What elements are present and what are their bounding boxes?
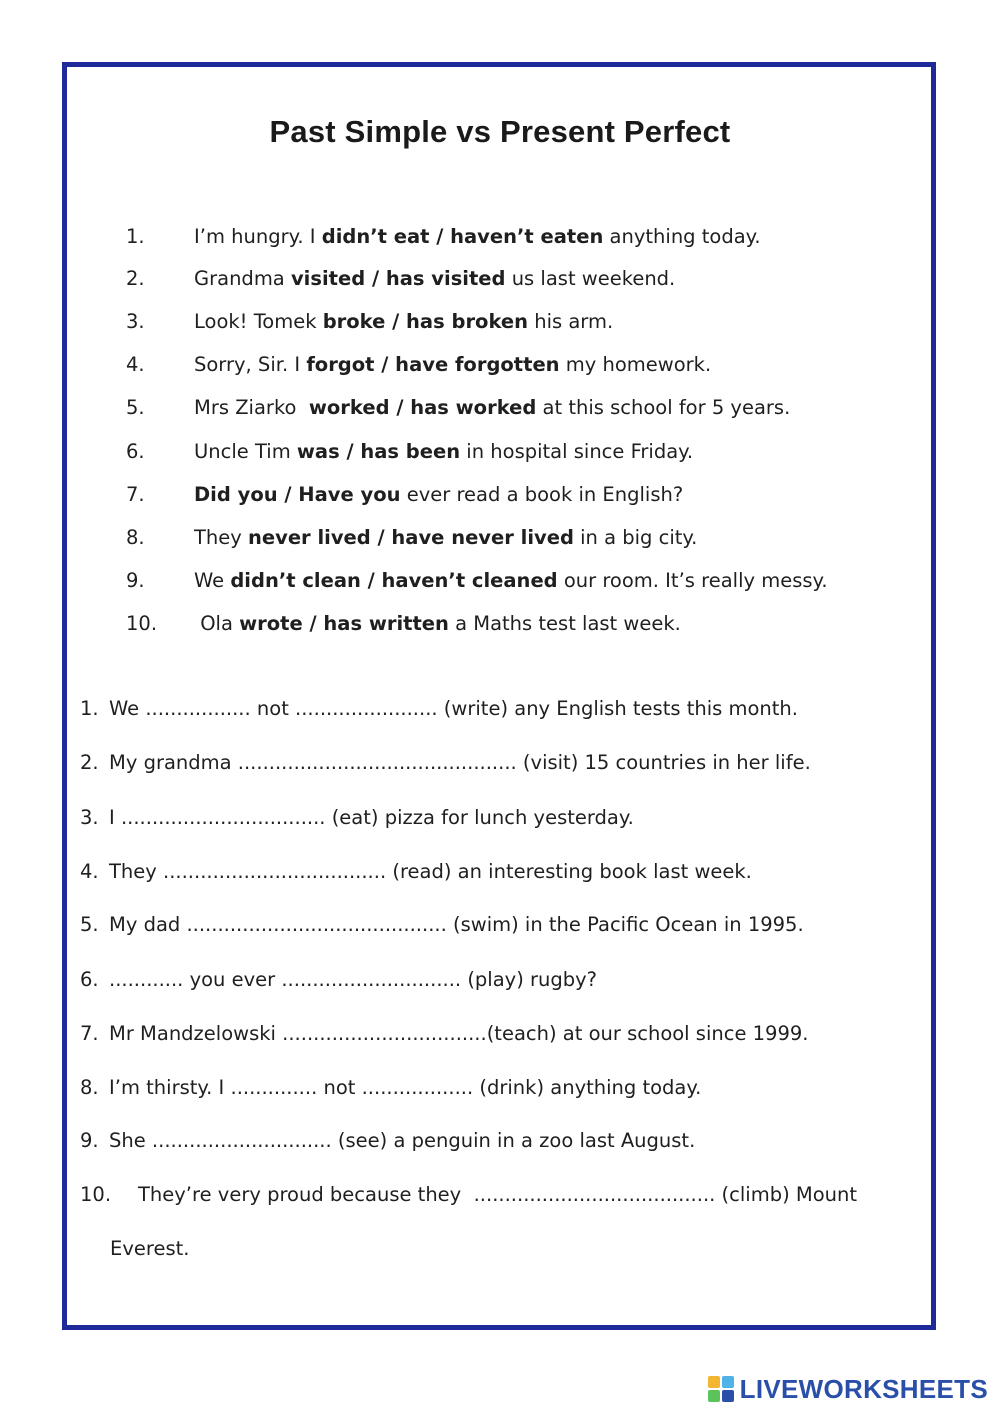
answer-choices[interactable]: wrote / has written	[239, 612, 449, 635]
item-number: 4.	[126, 353, 145, 376]
sentence-text: Mrs Ziarko	[194, 396, 309, 419]
sentence	[194, 222, 761, 252]
sentence	[194, 609, 681, 639]
footer-brand	[708, 1372, 988, 1406]
sentence-text: us last weekend.	[505, 267, 676, 290]
answer-choices[interactable]: never lived / have never lived	[248, 526, 574, 549]
exercise-2-item	[80, 1180, 857, 1210]
gap-fill-sentence[interactable]: ............ you ever ............................. (play) rugby?	[109, 968, 598, 991]
sentence-text: in a big city.	[573, 526, 698, 549]
item-number: 4.	[80, 860, 99, 883]
sentence-text: in hospital since Friday.	[460, 440, 694, 463]
sentence-text: Ola	[194, 612, 240, 635]
exercise-2-item	[80, 965, 597, 995]
exercise-2-item	[80, 748, 811, 778]
item-number: 9.	[126, 569, 145, 592]
item-number: 10.	[80, 1183, 112, 1206]
brand-name: LIVEWORKSHEETS	[739, 1373, 988, 1404]
exercise-2-item	[80, 1019, 808, 1049]
gap-fill-sentence[interactable]: She ............................. (see) a penguin in a zoo last August.	[109, 1129, 696, 1152]
gap-fill-sentence[interactable]: We ................. not ....................... (write) any English tests this month.	[109, 697, 798, 720]
sentence	[194, 480, 683, 510]
gap-fill-sentence[interactable]: They’re very proud because they ....................................... (climb) Mount	[138, 1183, 858, 1206]
gap-fill-sentence[interactable]: I ................................. (eat) pizza for lunch yesterday.	[109, 806, 634, 829]
item-number: 2.	[80, 751, 99, 774]
exercise-2-item	[80, 694, 798, 724]
item-number: 6.	[126, 440, 145, 463]
sentence	[194, 350, 711, 380]
sentence	[194, 264, 675, 294]
answer-choices[interactable]: didn’t eat / haven’t eaten	[321, 225, 604, 248]
answer-choices[interactable]: was / has been	[296, 440, 461, 463]
exercise-2-item	[80, 1073, 701, 1103]
sentence-text: at this school for 5 years.	[536, 396, 791, 419]
item-number: 9.	[80, 1129, 99, 1152]
sentence-text: a Maths test last week.	[448, 612, 681, 635]
sentence	[194, 566, 828, 596]
gap-fill-sentence[interactable]: They .................................... (read) an interesting book last week.	[109, 860, 752, 883]
gap-fill-sentence[interactable]: Mr Mandzelowski .................................(teach) at our school since 1999.	[109, 1022, 809, 1045]
item-number: 3.	[80, 806, 99, 829]
sentence-text: We	[194, 569, 231, 592]
sentence	[194, 437, 693, 467]
item-number: 5.	[80, 913, 99, 936]
sentence-text: Sorry, Sir. I	[194, 353, 307, 376]
sentence-text: Uncle Tim	[194, 440, 297, 463]
answer-choices[interactable]: Did you / Have you	[194, 483, 401, 506]
gap-fill-sentence[interactable]: My grandma ............................................. (visit) 15 countries in her life.	[109, 751, 811, 774]
answer-choices[interactable]: worked / has worked	[308, 396, 537, 419]
gap-fill-sentence[interactable]: My dad .......................................... (swim) in the Pacific Ocean in 1995.	[109, 913, 804, 936]
answer-choices[interactable]: forgot / have forgotten	[306, 353, 560, 376]
exercise-2-item-10-continuation: Everest.	[110, 1237, 190, 1260]
item-number: 10.	[126, 612, 158, 635]
sentence-text: Look! Tomek	[194, 310, 323, 333]
sentence-text: They	[194, 526, 249, 549]
sentence-text: our room. It’s really messy.	[557, 569, 828, 592]
gap-fill-sentence[interactable]: I’m thirsty. I .............. not .................. (drink) anything today.	[109, 1076, 702, 1099]
item-number: 8.	[80, 1076, 99, 1099]
sentence-text: Grandma	[194, 267, 291, 290]
exercise-2-item	[80, 910, 804, 940]
sentence	[194, 307, 613, 337]
item-number: 5.	[126, 396, 145, 419]
item-number: 7.	[80, 1022, 99, 1045]
item-number: 1.	[126, 225, 145, 248]
item-number: 7.	[126, 483, 145, 506]
page-title: Past Simple vs Present Perfect	[269, 114, 731, 149]
item-number: 2.	[126, 267, 145, 290]
liveworksheets-logo-icon	[708, 1376, 736, 1402]
sentence-text: I’m hungry. I	[194, 225, 322, 248]
exercise-2-item	[80, 803, 634, 833]
sentence	[194, 393, 790, 423]
answer-choices[interactable]: broke / has broken	[322, 310, 529, 333]
exercise-2-item	[80, 1126, 695, 1156]
item-number: 3.	[126, 310, 145, 333]
sentence	[194, 523, 697, 553]
item-number: 6.	[80, 968, 99, 991]
sentence-text: anything today.	[603, 225, 761, 248]
sentence-text: my homework.	[559, 353, 712, 376]
item-number: 8.	[126, 526, 145, 549]
answer-choices[interactable]: didn’t clean / haven’t cleaned	[230, 569, 558, 592]
item-number: 1.	[80, 697, 99, 720]
sentence-text: his arm.	[528, 310, 614, 333]
exercise-2-item	[80, 857, 752, 887]
sentence-text: ever read a book in English?	[400, 483, 684, 506]
answer-choices[interactable]: visited / has visited	[290, 267, 506, 290]
